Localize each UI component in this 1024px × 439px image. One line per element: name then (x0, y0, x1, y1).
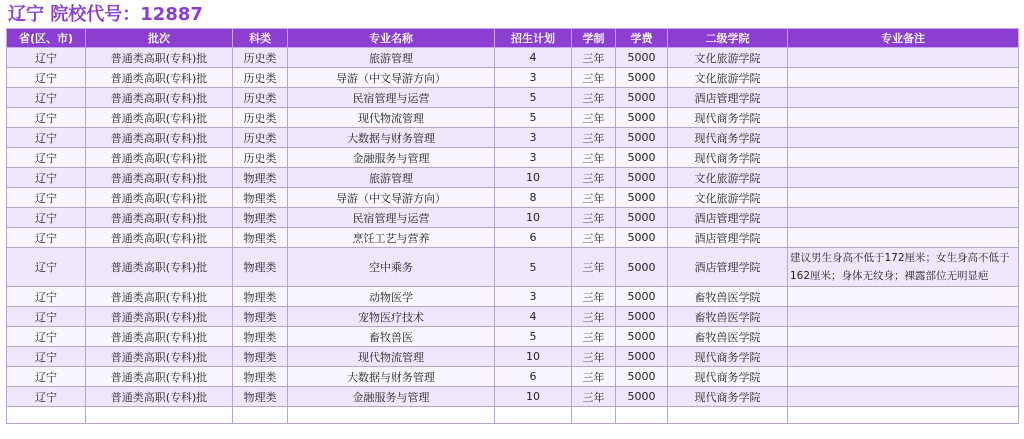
cell-enrollment-plan: 3 (495, 128, 572, 148)
page-title: 辽宁 院校代号：12887 (8, 4, 203, 25)
table-row (7, 387, 1019, 407)
cell-major-name: 导游（中文导游方向） (288, 188, 495, 208)
cell-secondary-college: 酒店管理学院 (668, 248, 788, 287)
header-duration: 学制 (572, 29, 616, 48)
cell-tuition: 5000 (616, 148, 668, 168)
cell-secondary-college: 酒店管理学院 (668, 208, 788, 228)
table-row (7, 228, 1019, 248)
cell-batch: 普通类高职(专科)批 (86, 128, 233, 148)
cell-batch: 普通类高职(专科)批 (86, 347, 233, 367)
cell-batch: 普通类高职(专科)批 (86, 48, 233, 68)
cell-subject-category: 物理类 (233, 307, 288, 327)
cell-secondary-college: 文化旅游学院 (668, 68, 788, 88)
cell-major-name: 畜牧兽医 (288, 327, 495, 347)
cell-subject-category: 物理类 (233, 228, 288, 248)
cell-secondary-college: 文化旅游学院 (668, 168, 788, 188)
cell-batch: 普通类高职(专科)批 (86, 148, 233, 168)
cell-subject-category: 历史类 (233, 148, 288, 168)
cell-province: 辽宁 (7, 48, 86, 68)
cell-major-notes (788, 367, 1019, 387)
cell-province: 辽宁 (7, 228, 86, 248)
cell-enrollment-plan: 6 (495, 367, 572, 387)
cell-subject-category: 历史类 (233, 108, 288, 128)
empty-cell (668, 407, 788, 424)
cell-secondary-college: 酒店管理学院 (668, 88, 788, 108)
cell-enrollment-plan: 4 (495, 307, 572, 327)
cell-subject-category: 物理类 (233, 387, 288, 407)
cell-province: 辽宁 (7, 68, 86, 88)
cell-batch: 普通类高职(专科)批 (86, 307, 233, 327)
cell-tuition: 5000 (616, 248, 668, 287)
cell-province: 辽宁 (7, 347, 86, 367)
cell-duration: 三年 (572, 48, 616, 68)
cell-major-name: 民宿管理与运营 (288, 208, 495, 228)
empty-row (7, 407, 1019, 424)
cell-enrollment-plan: 6 (495, 228, 572, 248)
cell-secondary-college: 畜牧兽医学院 (668, 327, 788, 347)
cell-subject-category: 历史类 (233, 48, 288, 68)
cell-enrollment-plan: 4 (495, 48, 572, 68)
cell-major-notes (788, 387, 1019, 407)
cell-major-notes (788, 188, 1019, 208)
cell-batch: 普通类高职(专科)批 (86, 168, 233, 188)
cell-enrollment-plan: 5 (495, 88, 572, 108)
table-row (7, 327, 1019, 347)
cell-province: 辽宁 (7, 307, 86, 327)
cell-tuition: 5000 (616, 168, 668, 188)
cell-duration: 三年 (572, 367, 616, 387)
cell-duration: 三年 (572, 287, 616, 307)
cell-batch: 普通类高职(专科)批 (86, 248, 233, 287)
cell-secondary-college: 现代商务学院 (668, 108, 788, 128)
cell-major-name: 旅游管理 (288, 168, 495, 188)
header-enrollment-plan: 招生计划 (495, 29, 572, 48)
header-tuition: 学费 (616, 29, 668, 48)
table-row (7, 48, 1019, 68)
cell-enrollment-plan: 5 (495, 327, 572, 347)
cell-tuition: 5000 (616, 327, 668, 347)
cell-enrollment-plan: 3 (495, 148, 572, 168)
cell-tuition: 5000 (616, 228, 668, 248)
cell-duration: 三年 (572, 68, 616, 88)
cell-batch: 普通类高职(专科)批 (86, 228, 233, 248)
empty-cell (495, 407, 572, 424)
table-row (7, 68, 1019, 88)
cell-subject-category: 历史类 (233, 128, 288, 148)
cell-enrollment-plan: 10 (495, 168, 572, 188)
cell-major-name: 大数据与财务管理 (288, 367, 495, 387)
cell-province: 辽宁 (7, 148, 86, 168)
cell-province: 辽宁 (7, 248, 86, 287)
cell-enrollment-plan: 3 (495, 287, 572, 307)
cell-subject-category: 物理类 (233, 188, 288, 208)
cell-major-notes (788, 327, 1019, 347)
cell-duration: 三年 (572, 387, 616, 407)
cell-major-notes (788, 68, 1019, 88)
cell-province: 辽宁 (7, 188, 86, 208)
cell-province: 辽宁 (7, 287, 86, 307)
header-batch: 批次 (86, 29, 233, 48)
cell-tuition: 5000 (616, 387, 668, 407)
cell-enrollment-plan: 10 (495, 208, 572, 228)
empty-cell (572, 407, 616, 424)
cell-batch: 普通类高职(专科)批 (86, 108, 233, 128)
empty-cell (788, 407, 1019, 424)
cell-enrollment-plan: 10 (495, 387, 572, 407)
cell-secondary-college: 文化旅游学院 (668, 188, 788, 208)
cell-enrollment-plan: 5 (495, 108, 572, 128)
cell-major-notes (788, 307, 1019, 327)
cell-enrollment-plan: 10 (495, 347, 572, 367)
cell-major-notes (788, 108, 1019, 128)
cell-secondary-college: 畜牧兽医学院 (668, 307, 788, 327)
cell-major-name: 现代物流管理 (288, 108, 495, 128)
header-major-notes: 专业备注 (788, 29, 1019, 48)
cell-duration: 三年 (572, 208, 616, 228)
cell-subject-category: 历史类 (233, 88, 288, 108)
cell-major-name: 空中乘务 (288, 248, 495, 287)
cell-secondary-college: 现代商务学院 (668, 367, 788, 387)
cell-secondary-college: 文化旅游学院 (668, 48, 788, 68)
header-province: 省(区、市) (7, 29, 86, 48)
cell-duration: 三年 (572, 148, 616, 168)
cell-subject-category: 物理类 (233, 208, 288, 228)
cell-duration: 三年 (572, 188, 616, 208)
cell-subject-category: 物理类 (233, 347, 288, 367)
cell-secondary-college: 现代商务学院 (668, 387, 788, 407)
cell-major-name: 大数据与财务管理 (288, 128, 495, 148)
cell-batch: 普通类高职(专科)批 (86, 208, 233, 228)
header-subject-category: 科类 (233, 29, 288, 48)
cell-major-notes (788, 148, 1019, 168)
cell-duration: 三年 (572, 327, 616, 347)
cell-batch: 普通类高职(专科)批 (86, 387, 233, 407)
cell-tuition: 5000 (616, 128, 668, 148)
cell-secondary-college: 畜牧兽医学院 (668, 287, 788, 307)
table-row (7, 208, 1019, 228)
cell-duration: 三年 (572, 168, 616, 188)
cell-duration: 三年 (572, 307, 616, 327)
cell-subject-category: 物理类 (233, 367, 288, 387)
cell-major-notes (788, 48, 1019, 68)
cell-subject-category: 物理类 (233, 248, 288, 287)
cell-major-name: 宠物医疗技术 (288, 307, 495, 327)
cell-major-notes (788, 208, 1019, 228)
cell-tuition: 5000 (616, 347, 668, 367)
cell-major-notes (788, 287, 1019, 307)
cell-province: 辽宁 (7, 128, 86, 148)
cell-duration: 三年 (572, 228, 616, 248)
cell-major-name: 旅游管理 (288, 48, 495, 68)
cell-major-notes (788, 228, 1019, 248)
cell-major-name: 动物医学 (288, 287, 495, 307)
cell-secondary-college: 酒店管理学院 (668, 228, 788, 248)
enrollment-table (6, 28, 1019, 424)
empty-cell (7, 407, 86, 424)
cell-tuition: 5000 (616, 367, 668, 387)
cell-tuition: 5000 (616, 307, 668, 327)
cell-secondary-college: 现代商务学院 (668, 128, 788, 148)
table-row (7, 248, 1019, 287)
cell-batch: 普通类高职(专科)批 (86, 68, 233, 88)
cell-duration: 三年 (572, 108, 616, 128)
cell-duration: 三年 (572, 347, 616, 367)
cell-province: 辽宁 (7, 168, 86, 188)
cell-subject-category: 历史类 (233, 68, 288, 88)
table-row (7, 168, 1019, 188)
table-row (7, 188, 1019, 208)
cell-province: 辽宁 (7, 387, 86, 407)
cell-major-notes: 建议男生身高不低于172厘米；女生身高不低于162厘米；身体无纹身；裸露部位无明显疤 (788, 248, 1019, 287)
cell-enrollment-plan: 3 (495, 68, 572, 88)
cell-major-name: 导游（中文导游方向） (288, 68, 495, 88)
cell-batch: 普通类高职(专科)批 (86, 287, 233, 307)
table-row (7, 367, 1019, 387)
cell-tuition: 5000 (616, 188, 668, 208)
cell-major-notes (788, 347, 1019, 367)
cell-major-notes (788, 168, 1019, 188)
table-row (7, 128, 1019, 148)
table-row (7, 347, 1019, 367)
cell-duration: 三年 (572, 248, 616, 287)
cell-secondary-college: 现代商务学院 (668, 148, 788, 168)
cell-major-name: 金融服务与管理 (288, 387, 495, 407)
cell-province: 辽宁 (7, 208, 86, 228)
cell-batch: 普通类高职(专科)批 (86, 327, 233, 347)
cell-duration: 三年 (572, 128, 616, 148)
empty-cell (616, 407, 668, 424)
cell-province: 辽宁 (7, 88, 86, 108)
table-row (7, 287, 1019, 307)
cell-tuition: 5000 (616, 108, 668, 128)
cell-duration: 三年 (572, 88, 616, 108)
table-row (7, 108, 1019, 128)
cell-subject-category: 物理类 (233, 168, 288, 188)
empty-cell (233, 407, 288, 424)
cell-province: 辽宁 (7, 367, 86, 387)
table-row (7, 307, 1019, 327)
cell-batch: 普通类高职(专科)批 (86, 367, 233, 387)
cell-tuition: 5000 (616, 88, 668, 108)
cell-subject-category: 物理类 (233, 327, 288, 347)
cell-subject-category: 物理类 (233, 287, 288, 307)
cell-major-name: 烹饪工艺与营养 (288, 228, 495, 248)
cell-major-name: 现代物流管理 (288, 347, 495, 367)
cell-enrollment-plan: 8 (495, 188, 572, 208)
header-secondary-college: 二级学院 (668, 29, 788, 48)
table-row (7, 148, 1019, 168)
cell-major-name: 金融服务与管理 (288, 148, 495, 168)
cell-tuition: 5000 (616, 48, 668, 68)
cell-tuition: 5000 (616, 208, 668, 228)
cell-secondary-college: 现代商务学院 (668, 347, 788, 367)
cell-major-notes (788, 128, 1019, 148)
table-row (7, 88, 1019, 108)
cell-province: 辽宁 (7, 327, 86, 347)
cell-major-name: 民宿管理与运营 (288, 88, 495, 108)
empty-cell (288, 407, 495, 424)
cell-enrollment-plan: 5 (495, 248, 572, 287)
cell-tuition: 5000 (616, 287, 668, 307)
cell-batch: 普通类高职(专科)批 (86, 188, 233, 208)
empty-cell (86, 407, 233, 424)
cell-major-notes (788, 88, 1019, 108)
cell-province: 辽宁 (7, 108, 86, 128)
header-major-name: 专业名称 (288, 29, 495, 48)
header-row (7, 29, 1019, 48)
cell-batch: 普通类高职(专科)批 (86, 88, 233, 108)
cell-tuition: 5000 (616, 68, 668, 88)
